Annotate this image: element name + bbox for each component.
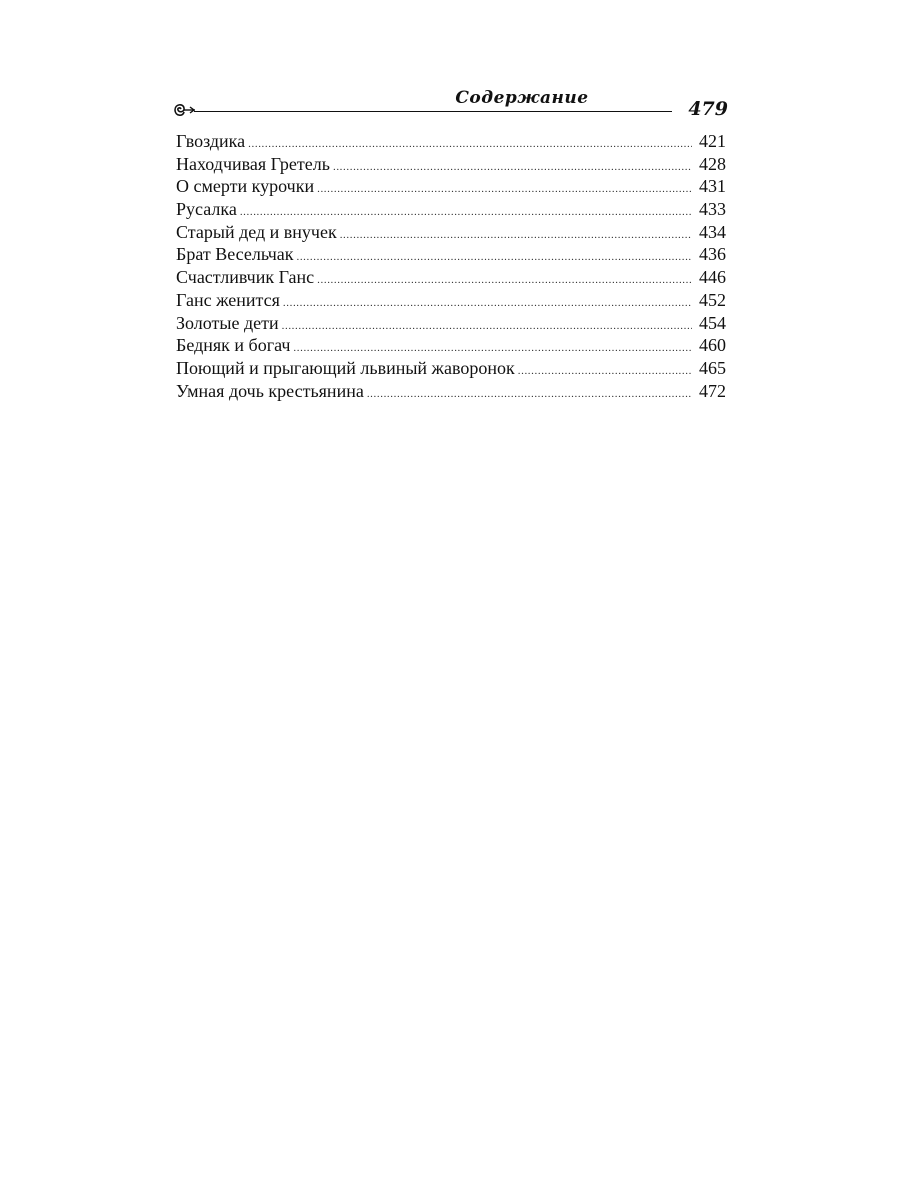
toc-entry-page: 472	[699, 380, 726, 401]
toc-entry	[176, 357, 726, 380]
toc-entry-page: 431	[699, 176, 726, 197]
dot-leader	[317, 176, 692, 199]
toc-entry-title: Счастливчик Ганс	[176, 267, 315, 288]
dot-leader	[283, 290, 692, 313]
toc-entry	[176, 130, 726, 153]
toc-entry-title: Умная дочь крестьянина	[176, 380, 364, 401]
toc-entry	[176, 243, 726, 266]
toc-entry-page: 433	[699, 199, 726, 220]
running-head	[172, 84, 732, 124]
toc-entry	[176, 380, 726, 403]
toc-entry	[176, 221, 726, 244]
toc-entry-page: 465	[699, 357, 726, 378]
dot-leader	[282, 313, 692, 336]
toc-entry-title: Брат Весельчак	[176, 244, 294, 265]
toc-entry-title: Русалка	[176, 199, 237, 220]
toc-entry	[176, 153, 726, 176]
toc-entry-title: Гвоздика	[176, 131, 246, 151]
page-number: 479	[688, 98, 728, 120]
dot-leader	[518, 358, 692, 381]
toc-entry-page: 434	[699, 221, 726, 242]
dot-leader	[317, 267, 692, 290]
dot-leader	[340, 222, 692, 245]
toc-entry-title: Бедняк и богач	[176, 335, 291, 356]
toc-entry-title: Ганс женится	[176, 289, 280, 310]
toc-entry	[176, 289, 726, 312]
toc-entry	[176, 266, 726, 289]
toc-entry	[176, 175, 726, 198]
toc-entry	[176, 312, 726, 335]
table-of-contents	[176, 130, 726, 402]
toc-entry-page: 460	[699, 335, 726, 356]
toc-entry-title: Старый дед и внучек	[176, 221, 337, 242]
dot-leader	[296, 244, 692, 267]
dot-leader	[248, 131, 692, 154]
dot-leader	[240, 199, 692, 222]
dot-leader	[367, 381, 692, 404]
toc-entry	[176, 198, 726, 221]
toc-entry-page: 454	[699, 312, 726, 333]
toc-entry-title: Золотые дети	[176, 312, 279, 333]
toc-entry-title: О смерти курочки	[176, 176, 315, 197]
toc-entry-title: Находчивая Гретель	[176, 153, 330, 174]
toc-entry-page: 428	[699, 153, 726, 174]
toc-entry	[176, 334, 726, 357]
section-title: Содержание	[455, 88, 589, 108]
header-rule	[194, 111, 672, 112]
toc-entry-title: Поющий и прыгающий львиный жаворонок	[176, 357, 515, 378]
toc-entry-page: 436	[699, 244, 726, 265]
toc-entry-page: 421	[699, 131, 726, 151]
dot-leader	[333, 154, 692, 177]
flourish-icon	[172, 100, 196, 120]
toc-entry-page: 452	[699, 289, 726, 310]
toc-entry-page: 446	[699, 267, 726, 288]
dot-leader	[293, 335, 692, 358]
